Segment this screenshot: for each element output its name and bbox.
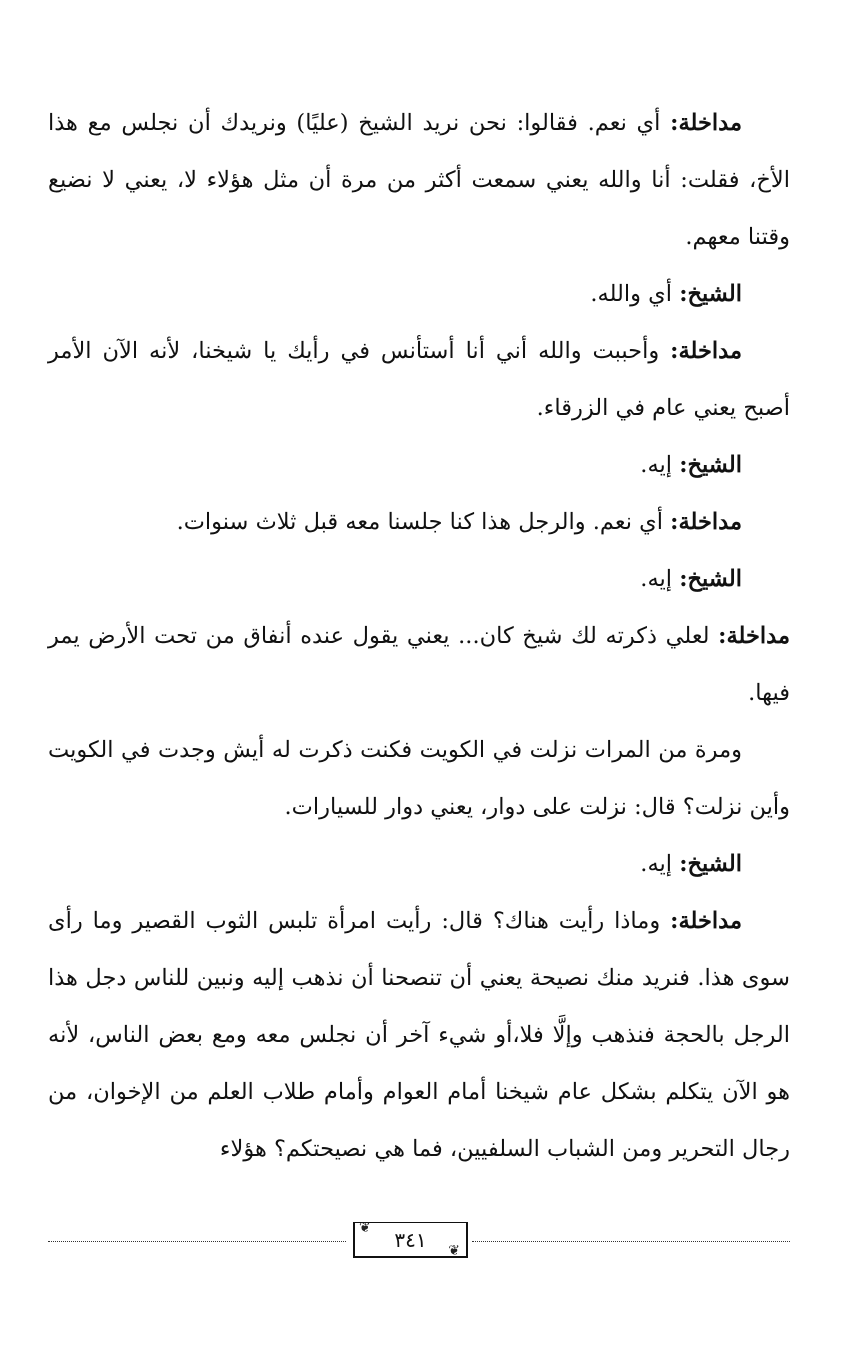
paragraph [48,494,790,551]
speaker-label: مداخلة: [670,509,742,535]
speaker-label: مداخلة: [670,338,742,364]
paragraph-text: أي نعم. والرجل هذا كنا جلسنا معه قبل ثلاث سنوات. [176,509,671,535]
paragraph [48,608,790,722]
paragraph-text: إيه. [640,566,680,592]
speaker-label: مداخلة: [718,623,790,649]
body-text [48,95,790,1178]
speaker-label: الشيخ: [679,851,742,877]
paragraph [48,722,790,836]
paragraph-text: ومرة من المرات نزلت في الكويت فكنت ذكرت له أيش وجدت في الكويت وأين نزلت؟ قال: نزلت على دوار، يعني دوار للسيارات. [48,737,790,820]
paragraph-text: أي والله. [590,281,680,307]
ornament-icon: ❦ [359,1220,373,1236]
speaker-label: مداخلة: [670,110,742,136]
paragraph-text: إيه. [640,851,680,877]
paragraph-text: إيه. [640,452,680,478]
paragraph-text: وأحببت والله أني أنا أستأنس في رأيك يا شيخنا، لأنه الآن الأمر أصبح يعني عام في الزرقاء. [48,338,790,421]
footer-rule-left [48,1241,346,1242]
paragraph [48,323,790,437]
paragraph-text: وماذا رأيت هناك؟ قال: رأيت امرأة تلبس الثوب القصير وما رأى سوى هذا. فنريد منك نصيحة يعني أن تنصحنا أن نذهب إليه ونبين للناس دجل هذا الرجل بالحجة فنذهب وإلَّا فلا،أو شيء آخر أن نجلس معه ومع بعض الناس، لأنه هو الآن يتكلم بشكل عام شيخنا أمام العوام وأمام طلاب العلم من الإخوان، من رجال التحرير ومن الشباب السلفيين، فما هي نصيحتكم؟ هؤلاء [48,908,790,1162]
paragraph [48,893,790,1178]
paragraph [48,95,790,266]
speaker-label: الشيخ: [679,452,742,478]
paragraph-text: لعلي ذكرته لك شيخ كان... يعني يقول عنده أنفاق من تحت الأرض يمر فيها. [48,623,790,706]
paragraph [48,551,790,608]
speaker-label: مداخلة: [670,908,742,934]
page-number: ٣٤١ [394,1228,427,1252]
paragraph [48,836,790,893]
paragraph [48,266,790,323]
page-number-box [353,1222,468,1258]
paragraph-text: أي نعم. فقالوا: نحن نريد الشيخ (عليًا) ونريدك أن نجلس مع هذا الأخ، فقلت: أنا والله يعني سمعت أكثر من مرة أن مثل هؤلاء لا، يعني لا نضيع وقتنا معهم. [48,110,790,250]
paragraph [48,437,790,494]
speaker-label: الشيخ: [679,566,742,592]
ornament-icon: ❦ [448,1243,462,1259]
page-footer [48,1222,790,1262]
footer-rule-right [472,1241,790,1242]
speaker-label: الشيخ: [679,281,742,307]
